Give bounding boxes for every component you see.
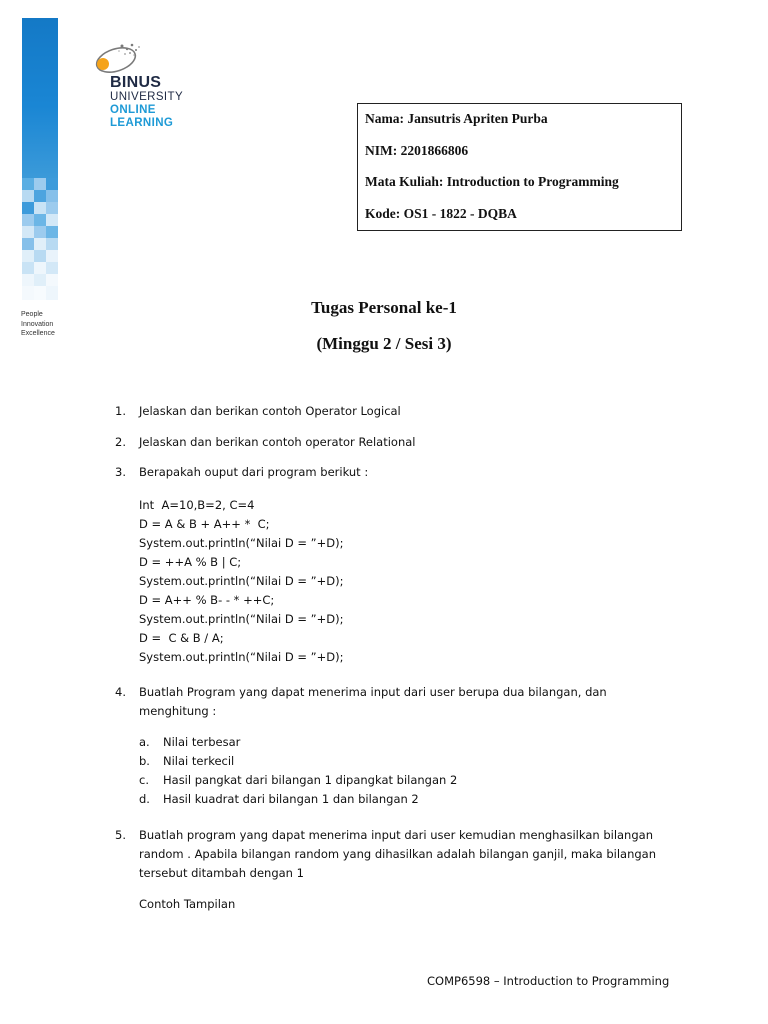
side-decorative-strip bbox=[22, 18, 58, 300]
sub-item-text: Nilai terbesar bbox=[163, 735, 241, 749]
code-line: Int A=10,B=2, C=4 bbox=[139, 498, 255, 512]
code-line: D = A++ % B- - * ++C; bbox=[139, 593, 275, 607]
question-text: Jelaskan dan berikan contoh Operator Logical bbox=[139, 404, 401, 418]
sub-item-letter: b. bbox=[139, 754, 150, 768]
question-number: 5. bbox=[115, 828, 126, 842]
question-item bbox=[115, 433, 675, 452]
binus-logo bbox=[86, 36, 196, 136]
question-text: Jelaskan dan berikan contoh operator Relational bbox=[139, 435, 416, 449]
sub-item-letter: c. bbox=[139, 773, 149, 787]
code-line: System.out.println(“Nilai D = ”+D); bbox=[139, 612, 344, 626]
question-text: Buatlah program yang dapat menerima input dari user kemudian menghasilkan bilangan random . Apabila bilangan random yang dihasilkan adalah bilangan ganjil, maka bilangan tersebut ditambah dengan 1 bbox=[139, 828, 657, 880]
info-nim: NIM: 2201866806 bbox=[365, 142, 469, 158]
sub-list-item bbox=[139, 790, 457, 809]
example-label: Contoh Tampilan bbox=[139, 897, 236, 911]
code-line: System.out.println(“Nilai D = ”+D); bbox=[139, 650, 344, 664]
question-item bbox=[115, 402, 675, 421]
question-number: 2. bbox=[115, 435, 126, 449]
question-text: Buatlah Program yang dapat menerima input dari user berupa dua bilangan, dan menghitung : bbox=[139, 685, 607, 718]
sub-list bbox=[139, 733, 457, 809]
question-item bbox=[115, 683, 615, 721]
question-number: 4. bbox=[115, 685, 126, 699]
question-number: 3. bbox=[115, 465, 126, 479]
page-footer: COMP6598 – Introduction to Programming bbox=[427, 974, 670, 988]
code-line: D = A & B + A++ * C; bbox=[139, 517, 270, 531]
sub-item-letter: a. bbox=[139, 735, 150, 749]
question-text: Berapakah ouput dari program berikut : bbox=[139, 465, 369, 479]
sub-item-letter: d. bbox=[139, 792, 150, 806]
code-line: System.out.println(“Nilai D = ”+D); bbox=[139, 536, 344, 550]
logo-university-text: UNIVERSITY bbox=[110, 91, 184, 103]
code-line: D = ++A % B | C; bbox=[139, 555, 242, 569]
logo-emblem-graphic bbox=[86, 36, 196, 76]
tagline-people: People bbox=[21, 311, 43, 318]
sub-item-text: Nilai terkecil bbox=[163, 754, 235, 768]
sub-item-text: Hasil kuadrat dari bilangan 1 dan bilangan 2 bbox=[163, 792, 419, 806]
sub-item-text: Hasil pangkat dari bilangan 1 dipangkat bilangan 2 bbox=[163, 773, 458, 787]
info-mata-kuliah: Mata Kuliah: Introduction to Programming bbox=[365, 174, 619, 189]
sub-list-item bbox=[139, 752, 457, 771]
info-nama: Nama: Jansutris Apriten Purba bbox=[365, 111, 548, 126]
tagline-excellence: Excellence bbox=[21, 330, 55, 337]
code-block bbox=[139, 496, 343, 667]
question-item bbox=[115, 463, 675, 482]
strip-pattern-graphic bbox=[22, 18, 58, 300]
sub-list-item bbox=[139, 733, 457, 752]
logo-binus-text: BINUS bbox=[110, 74, 162, 91]
page-subtitle: (Minggu 2 / Sesi 3) bbox=[316, 334, 452, 353]
info-kode: Kode: OS1 - 1822 - DQBA bbox=[365, 205, 517, 221]
page-title: Tugas Personal ke-1 bbox=[311, 298, 457, 317]
question-number: 1. bbox=[115, 404, 126, 418]
sub-list-item bbox=[139, 771, 457, 790]
logo-online-text: ONLINE bbox=[110, 104, 156, 116]
code-line: D = C & B / A; bbox=[139, 631, 224, 645]
student-info-box bbox=[357, 103, 682, 231]
question-item bbox=[115, 826, 660, 883]
code-line: System.out.println(“Nilai D = ”+D); bbox=[139, 574, 344, 588]
logo-learning-text: LEARNING bbox=[110, 117, 174, 129]
tagline-innovation: Innovation bbox=[21, 320, 54, 328]
